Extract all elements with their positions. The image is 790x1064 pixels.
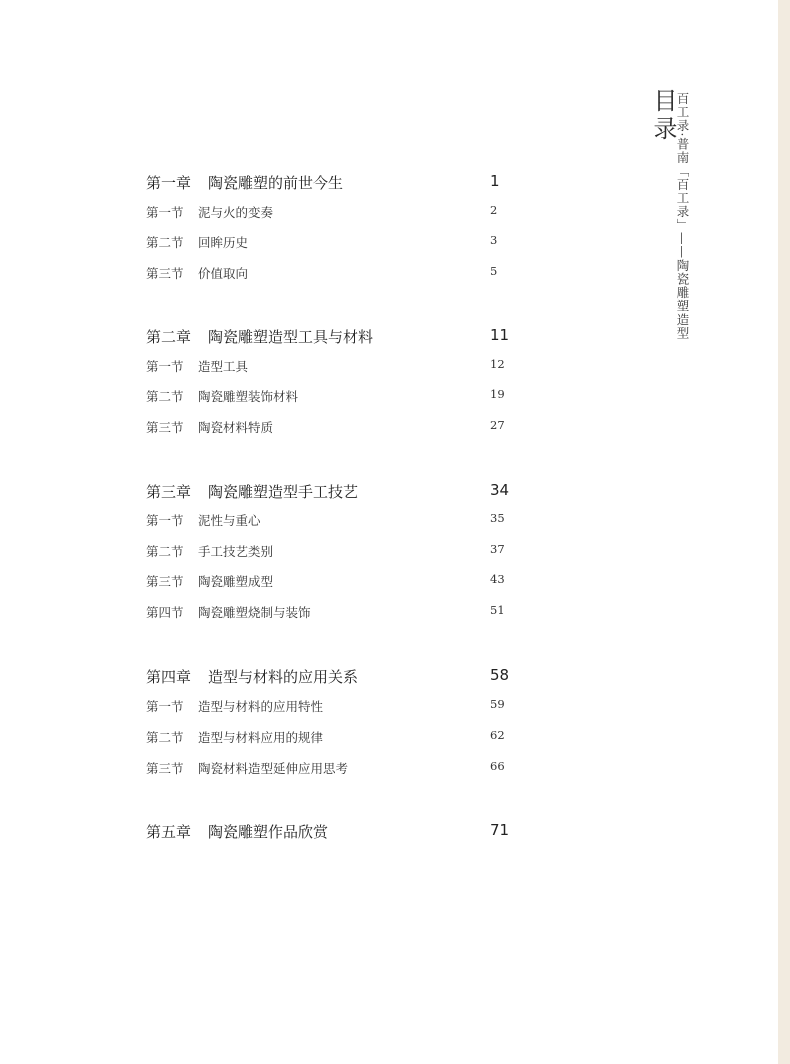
section-entry[interactable] [146, 542, 506, 564]
chapter-page-number: 71 [490, 821, 510, 839]
section-title: 陶瓷雕塑成型 [198, 574, 274, 589]
section-page-number: 5 [490, 264, 498, 278]
section-label: 第二节 [146, 389, 184, 404]
section-title: 回眸历史 [198, 235, 249, 250]
section-page-number: 37 [490, 542, 505, 556]
section-page-number: 19 [490, 387, 505, 401]
section-entry[interactable] [146, 264, 506, 286]
section-entry[interactable] [146, 203, 506, 225]
chapter-label: 第五章 [146, 823, 192, 841]
chapter-page-number: 11 [490, 326, 510, 344]
section-entry[interactable] [146, 759, 506, 781]
section-title: 造型与材料的应用特性 [198, 699, 324, 714]
section-label: 第一节 [146, 359, 184, 374]
toc-heading: 目录 [649, 88, 677, 144]
section-title: 造型工具 [198, 359, 249, 374]
section-label: 第一节 [146, 205, 184, 220]
section-entry[interactable] [146, 572, 506, 594]
chapter-title: 造型与材料的应用关系 [208, 668, 359, 686]
section-title: 泥性与重心 [198, 513, 261, 528]
section-label: 第二节 [146, 544, 184, 559]
chapter-label: 第二章 [146, 328, 192, 346]
series-title: 百工录·普南「百工录」——陶瓷雕塑造型 [675, 92, 690, 340]
section-page-number: 12 [490, 357, 505, 371]
chapter-title: 陶瓷雕塑的前世今生 [208, 174, 344, 192]
chapter-1-entry[interactable] [146, 172, 506, 194]
section-page-number: 51 [490, 603, 505, 617]
section-title: 价值取向 [198, 266, 249, 281]
section-label: 第三节 [146, 266, 184, 281]
section-label: 第三节 [146, 761, 184, 776]
page-edge [778, 0, 790, 1064]
chapter-label: 第四章 [146, 668, 192, 686]
section-label: 第二节 [146, 235, 184, 250]
section-entry[interactable] [146, 233, 506, 255]
section-title: 陶瓷雕塑装饰材料 [198, 389, 299, 404]
section-entry[interactable] [146, 387, 506, 409]
section-entry[interactable] [146, 728, 506, 750]
chapter-3-entry[interactable] [146, 481, 510, 503]
section-label: 第三节 [146, 574, 184, 589]
section-label: 第二节 [146, 730, 184, 745]
chapter-title: 陶瓷雕塑造型工具与材料 [208, 328, 374, 346]
chapter-label: 第一章 [146, 174, 192, 192]
section-title: 手工技艺类别 [198, 544, 274, 559]
chapter-title: 陶瓷雕塑作品欣赏 [208, 823, 329, 841]
section-entry[interactable] [146, 357, 506, 379]
section-label: 第三节 [146, 420, 184, 435]
section-page-number: 3 [490, 233, 498, 247]
section-label: 第一节 [146, 699, 184, 714]
chapter-title: 陶瓷雕塑造型手工技艺 [208, 483, 359, 501]
section-page-number: 2 [490, 203, 498, 217]
section-title: 造型与材料应用的规律 [198, 730, 324, 745]
section-entry[interactable] [146, 697, 506, 719]
section-page-number: 59 [490, 697, 505, 711]
chapter-label: 第三章 [146, 483, 192, 501]
section-page-number: 27 [490, 418, 505, 432]
section-entry[interactable] [146, 603, 506, 625]
section-title: 陶瓷材料造型延伸应用思考 [198, 761, 349, 776]
section-page-number: 43 [490, 572, 505, 586]
section-page-number: 66 [490, 759, 505, 773]
chapter-2-entry[interactable] [146, 326, 510, 348]
section-title: 陶瓷材料特质 [198, 420, 274, 435]
section-page-number: 62 [490, 728, 505, 742]
chapter-page-number: 1 [490, 172, 500, 190]
section-entry[interactable] [146, 511, 506, 533]
section-entry[interactable] [146, 418, 506, 440]
chapter-5-entry[interactable] [146, 821, 510, 843]
section-page-number: 35 [490, 511, 505, 525]
section-title: 泥与火的变奏 [198, 205, 274, 220]
chapter-page-number: 34 [490, 481, 510, 499]
chapter-4-entry[interactable] [146, 666, 510, 688]
chapter-page-number: 58 [490, 666, 510, 684]
section-label: 第一节 [146, 513, 184, 528]
section-title: 陶瓷雕塑烧制与装饰 [198, 605, 311, 620]
section-label: 第四节 [146, 605, 184, 620]
